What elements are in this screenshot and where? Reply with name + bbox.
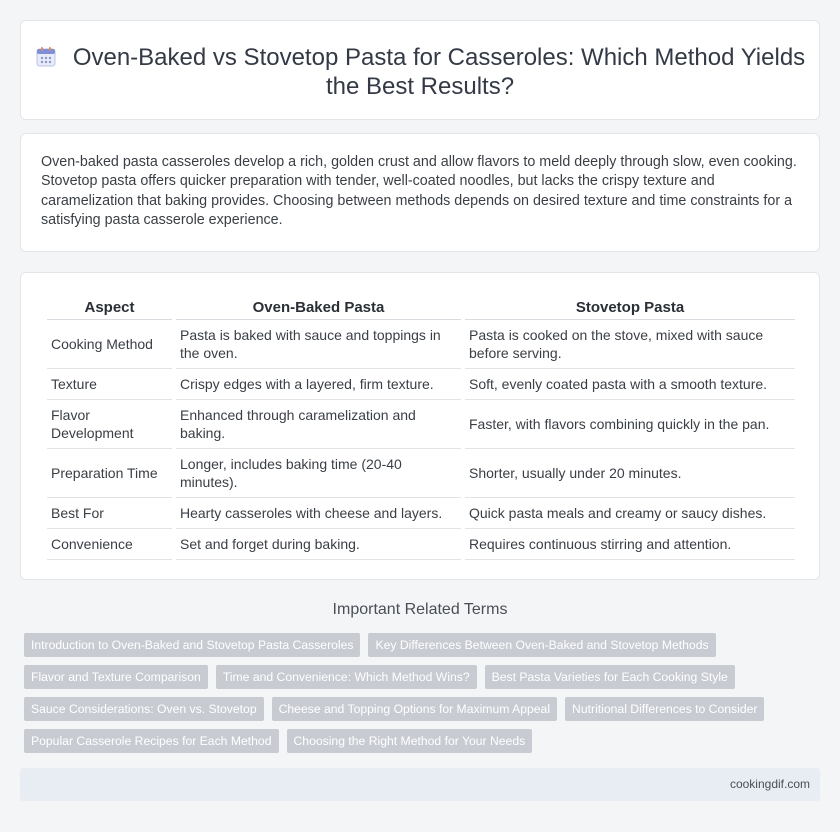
related-term-tag[interactable]: Nutritional Differences to Consider xyxy=(565,697,764,721)
related-terms-tags xyxy=(24,633,824,761)
column-header-stovetop: Stovetop Pasta xyxy=(465,295,795,320)
page-title: Oven-Baked vs Stovetop Pasta for Casseroles: Which Method Yields the Best Results? xyxy=(72,44,806,100)
related-term-tag[interactable]: Time and Convenience: Which Method Wins? xyxy=(216,665,477,689)
stovetop-cell: Quick pasta meals and creamy or saucy dishes. xyxy=(465,498,795,529)
related-term-tag[interactable]: Choosing the Right Method for Your Needs xyxy=(287,729,533,753)
oven-cell: Longer, includes baking time (20-40 minutes). xyxy=(176,449,461,498)
related-term-tag[interactable]: Introduction to Oven-Baked and Stovetop Pasta Casseroles xyxy=(24,633,360,657)
comparison-table-card xyxy=(20,272,820,580)
table-row xyxy=(47,498,795,529)
stovetop-cell: Pasta is cooked on the stove, mixed with sauce before serving. xyxy=(465,320,795,369)
table-row xyxy=(47,369,795,400)
column-header-aspect: Aspect xyxy=(47,295,172,320)
intro-card xyxy=(20,133,820,252)
aspect-cell: Best For xyxy=(47,498,172,529)
tag-row xyxy=(24,729,824,753)
calendar-icon xyxy=(35,46,57,68)
table-header-row xyxy=(47,295,795,320)
intro-paragraph: Oven-baked pasta casseroles develop a rich, golden crust and allow flavors to meld deeply through slow, even cooking. Stovetop pasta offers quicker preparation with tender, well-coated noodles, but lacks the crispy texture and caramelization that baking provides. Choosing between methods depends on desired texture and time constraints for a satisfying pasta casserole experience. xyxy=(41,154,797,229)
oven-cell: Crispy edges with a layered, firm texture. xyxy=(176,369,461,400)
stovetop-cell: Faster, with flavors combining quickly in the pan. xyxy=(465,400,795,449)
oven-cell: Pasta is baked with sauce and toppings in the oven. xyxy=(176,320,461,369)
aspect-cell: Convenience xyxy=(47,529,172,560)
table-row xyxy=(47,529,795,560)
related-term-tag[interactable]: Popular Casserole Recipes for Each Method xyxy=(24,729,279,753)
oven-cell: Enhanced through caramelization and baking. xyxy=(176,400,461,449)
tag-row xyxy=(24,633,824,657)
column-header-oven: Oven-Baked Pasta xyxy=(176,295,461,320)
related-term-tag[interactable]: Key Differences Between Oven-Baked and Stovetop Methods xyxy=(368,633,715,657)
footer-site-link[interactable]: cookingdif.com xyxy=(729,777,810,791)
related-terms-heading: Important Related Terms xyxy=(332,601,508,618)
aspect-cell: Preparation Time xyxy=(47,449,172,498)
oven-cell: Hearty casseroles with cheese and layers. xyxy=(176,498,461,529)
aspect-cell: Texture xyxy=(47,369,172,400)
related-term-tag[interactable]: Sauce Considerations: Oven vs. Stovetop xyxy=(24,697,264,721)
table-row xyxy=(47,449,795,498)
related-term-tag[interactable]: Flavor and Texture Comparison xyxy=(24,665,208,689)
oven-cell: Set and forget during baking. xyxy=(176,529,461,560)
aspect-cell: Cooking Method xyxy=(47,320,172,369)
aspect-cell: Flavor Development xyxy=(47,400,172,449)
header-card xyxy=(20,20,820,120)
comparison-table xyxy=(43,295,799,560)
tag-row xyxy=(24,697,824,721)
footer xyxy=(20,768,820,801)
stovetop-cell: Requires continuous stirring and attention. xyxy=(465,529,795,560)
related-term-tag[interactable]: Cheese and Topping Options for Maximum Appeal xyxy=(272,697,557,721)
stovetop-cell: Soft, evenly coated pasta with a smooth texture. xyxy=(465,369,795,400)
related-term-tag[interactable]: Best Pasta Varieties for Each Cooking Style xyxy=(485,665,735,689)
table-row xyxy=(47,320,795,369)
stovetop-cell: Shorter, usually under 20 minutes. xyxy=(465,449,795,498)
tag-row xyxy=(24,665,824,689)
table-row xyxy=(47,400,795,449)
